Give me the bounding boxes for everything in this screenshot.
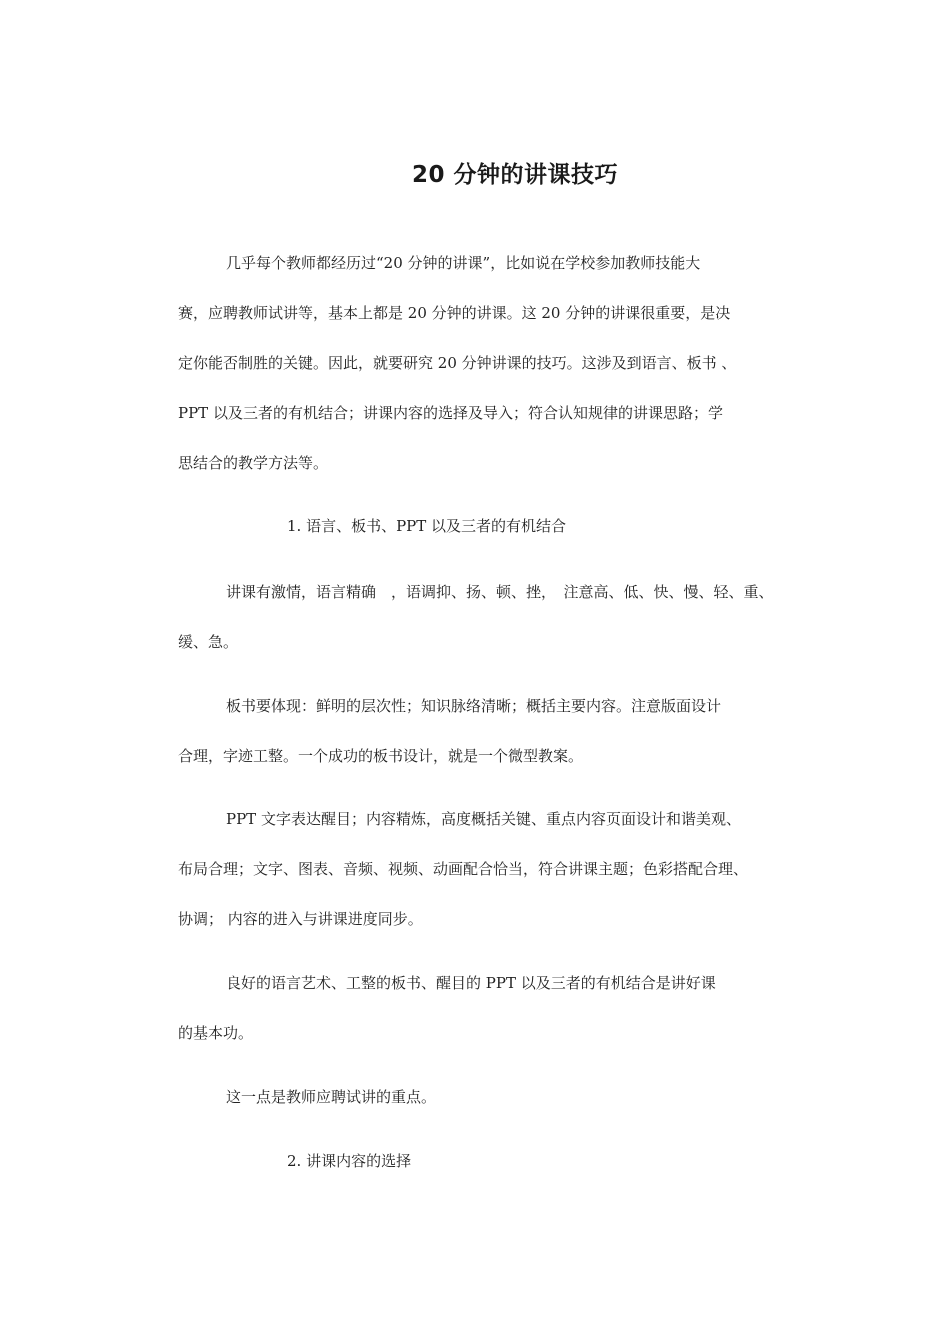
intro-line-4: PPT 以及三者的有机结合；讲课内容的选择及导入；符合认知规律的讲课思路；学 [178,404,723,422]
ppt-line-3: 协调； 内容的进入与讲课进度同步。 [178,910,423,928]
intro-line-3: 定你能否制胜的关键。因此，就要研究 20 分钟讲课的技巧。这涉及到语言、板书 、 [178,354,737,372]
intro-line-5: 思结合的教学方法等。 [178,454,329,472]
section-1-heading: 1. 语言、板书、PPT 以及三者的有机结合 [287,517,567,535]
language-line-2: 缓、急。 [178,633,239,651]
board-line-2: 合理，字迹工整。一个成功的板书设计，就是一个微型教案。 [178,747,584,765]
board-line-1: 板书要体现：鲜明的层次性；知识脉络清晰；概括主要内容。注意版面设计 [226,697,722,715]
summary-line-1: 良好的语言艺术、工整的板书、醒目的 PPT 以及三者的有机结合是讲好课 [226,974,716,992]
document-title: 20 分钟的讲课技巧 [411,162,618,188]
summary-line-2: 的基本功。 [178,1024,254,1042]
ppt-line-2: 布局合理；文字、图表、音频、视频、动画配合恰当，符合讲课主题；色彩搭配合理、 [178,860,749,878]
ppt-line-1: PPT 文字表达醒目；内容精炼，高度概括关键、重点内容页面设计和谐美观、 [226,810,741,828]
language-line-1: 讲课有激情，语言精确 ，语调抑、扬、顿、挫， 注意高、低、快、慢、轻、重、 [226,583,774,601]
section-2-heading: 2. 讲课内容的选择 [287,1152,412,1170]
intro-line-2: 赛，应聘教师试讲等，基本上都是 20 分钟的讲课。这 20 分钟的讲课很重要，是决 [178,304,731,322]
note-line: 这一点是教师应聘试讲的重点。 [226,1088,437,1106]
intro-line-1: 几乎每个教师都经历过“20 分钟的讲课”，比如说在学校参加教师技能大 [226,254,701,272]
